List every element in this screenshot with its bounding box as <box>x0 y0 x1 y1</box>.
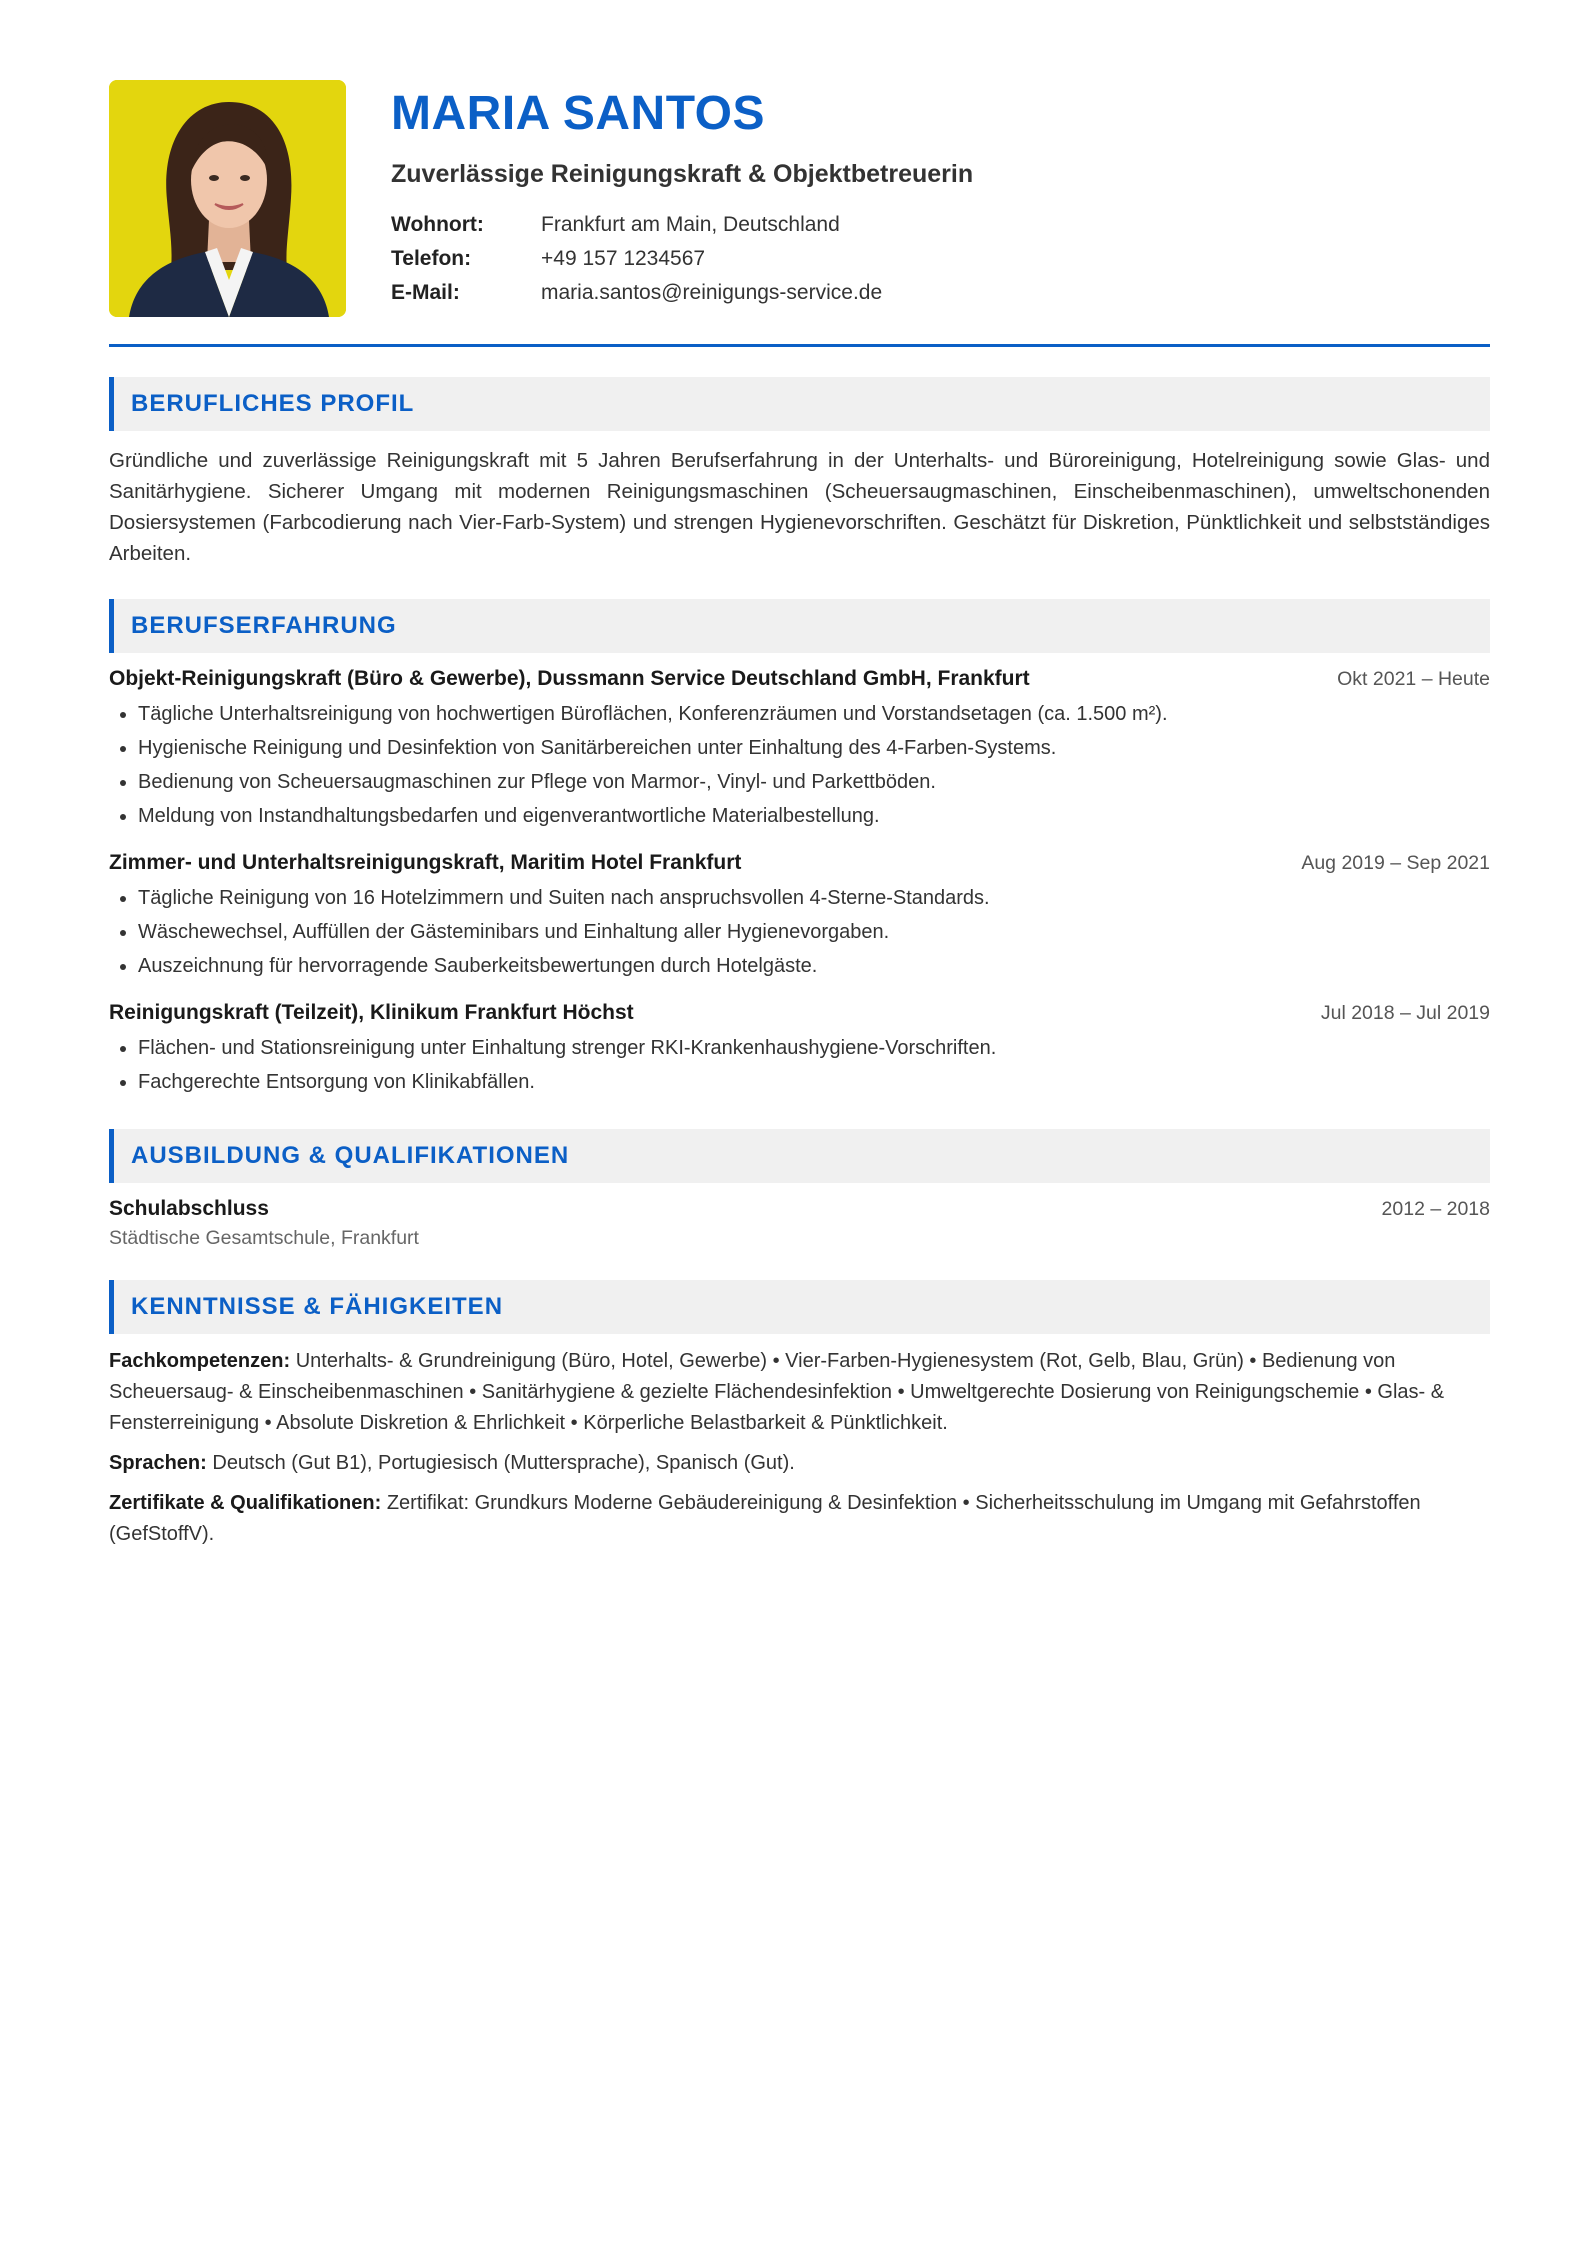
education-date: 2012 – 2018 <box>1381 1198 1490 1220</box>
contact-value: Frankfurt am Main, Deutschland <box>541 213 840 236</box>
job-title: Objekt-Reinigungskraft (Büro & Gewerbe), Dussmann Service Deutschland GmbH, Frankfurt <box>109 667 1030 690</box>
profile-photo <box>109 80 346 317</box>
job-header <box>109 667 1490 691</box>
section-profile <box>109 377 1490 569</box>
header-text <box>391 84 1490 310</box>
skill-text: Deutsch (Gut B1), Portugiesisch (Muttersprache), Spanisch (Gut). <box>206 1452 795 1474</box>
job-entry <box>109 667 1490 833</box>
education-header <box>109 1197 1490 1221</box>
education-entry <box>109 1197 1490 1250</box>
skill-text: Unterhalts- & Grundreinigung (Büro, Hotel, Gewerbe) • Vier-Farben-Hygienesystem (Rot, Gelb, Blau, Grün) • Bedienung von Scheuersaug- & Einscheibenmaschinen • Sanitärhygiene & gezielte Flächendesinfektion • Umweltgerechte Dosierung von Reinigungschemie • Glas- & Fensterreinigung • Absolute Diskretion & Ehrlichkeit • Körperliche Belastbarkeit & Pünktlichkeit. <box>109 1350 1445 1434</box>
section-experience <box>109 599 1490 1099</box>
job-title: Zimmer- und Unterhaltsreinigungskraft, Maritim Hotel Frankfurt <box>109 851 742 874</box>
job-subtitle: Zuverlässige Reinigungskraft & Objektbetreuerin <box>391 160 974 188</box>
section-title: BERUFSERFAHRUNG <box>109 599 1490 653</box>
job-bullets <box>109 1031 1490 1099</box>
bullet-item: • Wäschewechsel, Auffüllen der Gästeminibars und Einhaltung aller Hygienevorgaben. <box>138 915 1490 949</box>
contact-value: +49 157 1234567 <box>541 247 706 270</box>
education-school: Städtische Gesamtschule, Frankfurt <box>109 1227 419 1249</box>
section-title: BERUFLICHES PROFIL <box>109 377 1490 431</box>
contact-row-email <box>391 276 1490 310</box>
bullet-item: • Tägliche Unterhaltsreinigung von hochwertigen Büroflächen, Konferenzräumen und Vorstandsetagen (ca. 1.500 m²). <box>138 697 1490 731</box>
contact-label: E-Mail: <box>391 281 460 304</box>
contact-list <box>391 208 1490 310</box>
job-date: Jul 2018 – Jul 2019 <box>1320 1002 1490 1024</box>
skill-block-languages <box>109 1448 1490 1479</box>
skill-block-expertise <box>109 1346 1490 1439</box>
job-date: Okt 2021 – Heute <box>1337 668 1490 690</box>
skill-text: Zertifikat: Grundkurs Moderne Gebäudereinigung & Desinfektion • Sicherheitsschulung im Umgang mit Gefahrstoffen (GefStoffV). <box>109 1492 1421 1545</box>
job-bullets <box>109 697 1490 833</box>
education-degree: Schulabschluss <box>109 1197 269 1220</box>
job-date: Aug 2019 – Sep 2021 <box>1301 852 1490 874</box>
skill-label: Zertifikate & Qualifikationen: <box>109 1492 382 1514</box>
job-header <box>109 1001 1490 1025</box>
bullet-item: • Bedienung von Scheuersaugmaschinen zur Pflege von Marmor-, Vinyl- und Parkettböden. <box>138 765 1490 799</box>
job-header <box>109 851 1490 875</box>
job-entry <box>109 1001 1490 1099</box>
bullet-item: • Flächen- und Stationsreinigung unter Einhaltung strenger RKI-Krankenhaushygiene-Vorschriften. <box>138 1031 1490 1065</box>
contact-label: Wohnort: <box>391 213 484 236</box>
bullet-item: • Meldung von Instandhaltungsbedarfen und eigenverantwortliche Materialbestellung. <box>138 799 1490 833</box>
resume-page <box>109 80 1490 1550</box>
section-skills <box>109 1280 1490 1550</box>
contact-value: maria.santos@reinigungs-service.de <box>541 281 883 304</box>
job-entry <box>109 851 1490 983</box>
contact-row-location <box>391 208 1490 242</box>
section-title: KENNTNISSE & FÄHIGKEITEN <box>109 1280 1490 1334</box>
job-title: Reinigungskraft (Teilzeit), Klinikum Frankfurt Höchst <box>109 1001 634 1024</box>
portrait-illustration <box>109 80 346 317</box>
section-title: AUSBILDUNG & QUALIFIKATIONEN <box>109 1129 1490 1183</box>
profile-text: Gründliche und zuverlässige Reinigungskraft mit 5 Jahren Berufserfahrung in der Unterhalts- und Büroreinigung, Hotelreinigung sowie Glas- und Sanitärhygiene. Sicherer Umgang mit modernen Reinigungsmaschinen (Scheuersaugmaschinen, Einscheibenmaschinen), umweltschonenden Dosiersystemen (Farbcodierung nach Vier-Farb-System) und strengen Hygienevorschriften. Geschätzt für Diskretion, Pünktlichkeit und selbstständiges Arbeiten. <box>109 449 1490 565</box>
resume-header <box>109 80 1490 318</box>
job-bullets <box>109 881 1490 983</box>
contact-label: Telefon: <box>391 247 472 270</box>
bullet-item: • Fachgerechte Entsorgung von Klinikabfällen. <box>138 1065 1490 1099</box>
contact-row-phone <box>391 242 1490 276</box>
header-divider <box>109 344 1490 347</box>
skill-block-certificates <box>109 1488 1490 1550</box>
section-education <box>109 1129 1490 1250</box>
bullet-item: • Auszeichnung für hervorragende Sauberkeitsbewertungen durch Hotelgäste. <box>138 949 1490 983</box>
bullet-item: • Hygienische Reinigung und Desinfektion von Sanitärbereichen unter Einhaltung des 4-Farben-Systems. <box>138 731 1490 765</box>
skill-label: Fachkompetenzen: <box>109 1350 291 1372</box>
candidate-name: MARIA SANTOS <box>391 87 766 140</box>
bullet-item: • Tägliche Reinigung von 16 Hotelzimmern und Suiten nach anspruchsvollen 4-Sterne-Standards. <box>138 881 1490 915</box>
skill-label: Sprachen: <box>109 1452 207 1474</box>
